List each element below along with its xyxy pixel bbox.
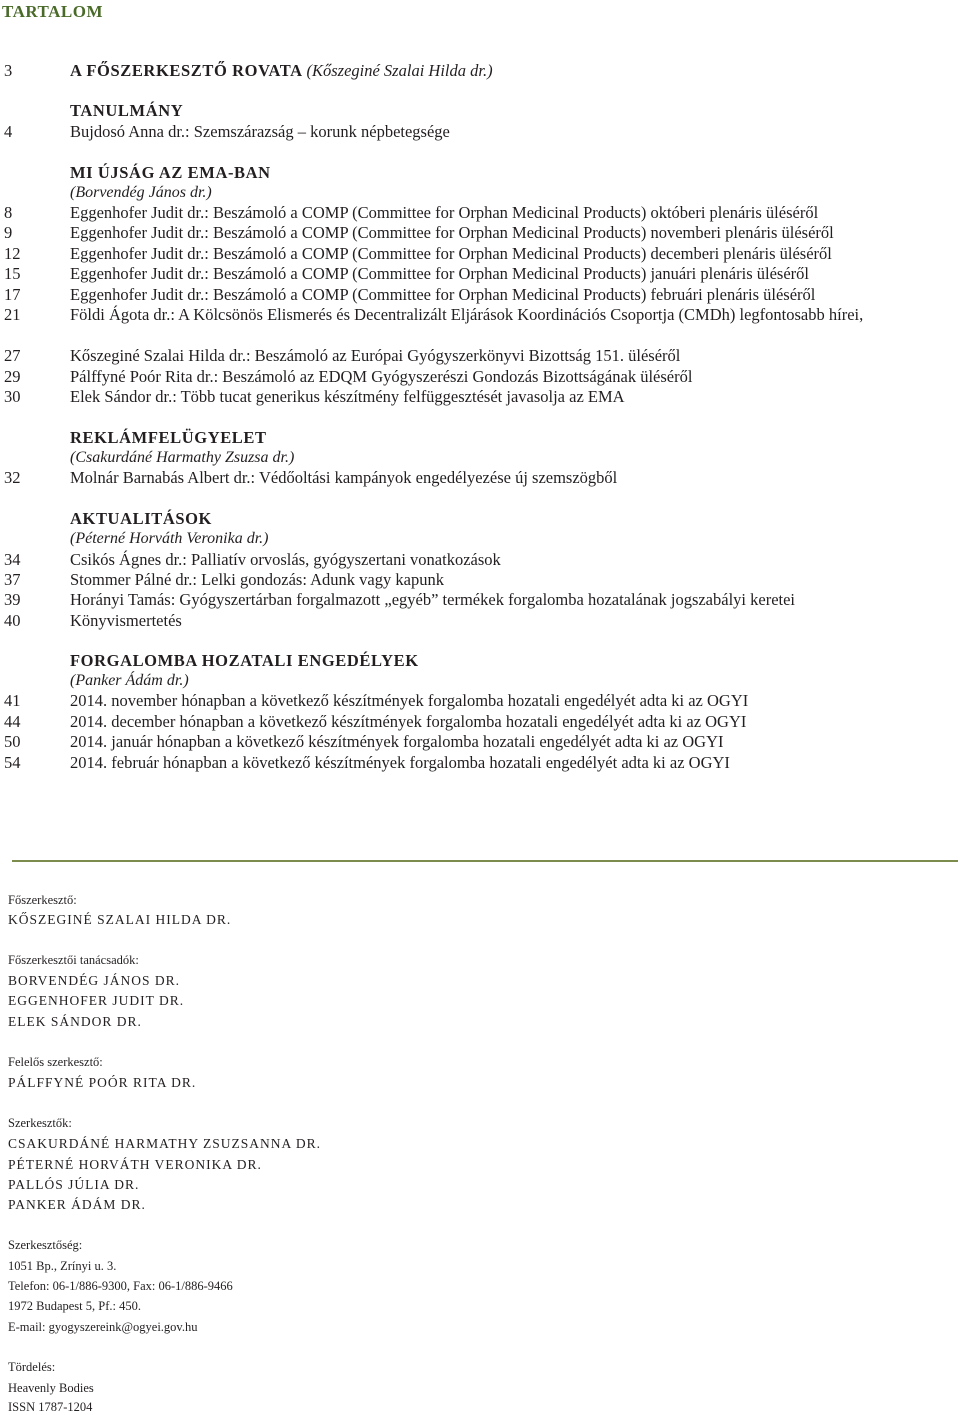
entry-text: Kőszeginé Szalai Hilda dr.: Beszámoló az Európai Gyógyszerkönyvi Bizottság 151. üléséről (70, 346, 681, 365)
section-heading: MI ÚJSÁG AZ EMA-BAN (70, 163, 271, 182)
entry-text: Eggenhofer Judit dr.: Beszámoló a COMP (Committee for Orphan Medicinal Products) januári plenáris üléséről (70, 264, 809, 283)
office-label: Szerkesztőség: (8, 1238, 83, 1252)
advisor-name: EGGENHOFER JUDIT DR. (8, 993, 185, 1008)
page-number: 8 (4, 203, 13, 222)
page-number: 37 (4, 570, 21, 589)
editor-name: PÉTERNÉ HORVÁTH VERONIKA DR. (8, 1157, 262, 1172)
office-address: 1051 Bp., Zrínyi u. 3. (8, 1259, 117, 1273)
entry-text: Eggenhofer Judit dr.: Beszámoló a COMP (Committee for Orphan Medicinal Products) novemberi plenáris üléséről (70, 223, 834, 242)
page-number: 34 (4, 550, 21, 569)
entry-text: Horányi Tamás: Gyógyszertárban forgalmazott „egyéb” termékek forgalomba hozatalának jogszabályi keretei (70, 590, 796, 609)
section-divider (12, 860, 958, 862)
entry-text: Eggenhofer Judit dr.: Beszámoló a COMP (Committee for Orphan Medicinal Products) februári plenáris üléséről (70, 285, 816, 304)
entry-text: Eggenhofer Judit dr.: Beszámoló a COMP (Committee for Orphan Medicinal Products) decemberi plenáris üléséről (70, 244, 832, 263)
page-number: 15 (4, 264, 21, 283)
section-editor: (Borvendég János dr.) (70, 184, 212, 201)
chief-editor-name: KŐSZEGINÉ SZALAI HILDA DR. (8, 912, 232, 927)
page-number: 39 (4, 590, 21, 609)
issn: ISSN 1787-1204 (8, 1400, 93, 1414)
page-number: 54 (4, 753, 21, 772)
responsible-editor-name: PÁLFFYNÉ POÓR RITA DR. (8, 1075, 197, 1090)
section-heading: FORGALOMBA HOZATALI ENGEDÉLYEK (70, 651, 419, 670)
page-number: 4 (4, 122, 13, 141)
page-title: TARTALOM (2, 2, 103, 21)
entry-text: Földi Ágota dr.: A Kölcsönös Elismerés és Decentralizált Eljárások Koordinációs Csoportja (CMDh) legfontosabb hírei, (70, 305, 864, 324)
page-number: 9 (4, 223, 13, 242)
section-editor: (Csakurdáné Harmathy Zsuzsa dr.) (70, 449, 295, 466)
page-number: 50 (4, 732, 21, 751)
page-number: 30 (4, 387, 21, 406)
section-editor: (Panker Ádám dr.) (70, 672, 189, 689)
office-phone: Telefon: 06-1/886-9300, Fax: 06-1/886-9466 (8, 1279, 233, 1293)
advisor-name: BORVENDÉG JÁNOS DR. (8, 973, 181, 988)
page-number: 27 (4, 346, 21, 365)
entry-text: Eggenhofer Judit dr.: Beszámoló a COMP (Committee for Orphan Medicinal Products) októberi plenáris üléséről (70, 203, 819, 222)
entry-text: 2014. november hónapban a következő készítmények forgalomba hozatali engedélyét adta ki az OGYI (70, 691, 749, 710)
entry-text: Csikós Ágnes dr.: Palliatív orvoslás, gyógyszertani vonatkozások (70, 550, 501, 569)
page-number: 12 (4, 244, 21, 263)
editors-label: Szerkesztők: (8, 1116, 72, 1130)
section-heading: REKLÁMFELÜGYELET (70, 428, 267, 447)
editor-name: PALLÓS JÚLIA DR. (8, 1177, 140, 1192)
editor-name: CSAKURDÁNÉ HARMATHY ZSUZSANNA DR. (8, 1136, 322, 1151)
section-editor: (Kőszeginé Szalai Hilda dr.) (306, 61, 493, 80)
office-po-box: 1972 Budapest 5, Pf.: 450. (8, 1299, 141, 1313)
page-number: 29 (4, 367, 21, 386)
layout-by: Heavenly Bodies (8, 1381, 94, 1395)
entry-text: Pálffyné Poór Rita dr.: Beszámoló az EDQM Gyógyszerészi Gondozás Bizottságának üléséről (70, 367, 693, 386)
layout-label: Tördelés: (8, 1360, 56, 1374)
page-number: 3 (4, 61, 13, 80)
responsible-editor-label: Felelős szerkesztő: (8, 1055, 103, 1069)
page-number: 17 (4, 285, 21, 304)
page-number: 40 (4, 611, 21, 630)
office-email: E-mail: gyogyszereink@ogyei.gov.hu (8, 1320, 198, 1334)
editor-name: PANKER ÁDÁM DR. (8, 1197, 146, 1212)
advisor-name: ELEK SÁNDOR DR. (8, 1014, 142, 1029)
section-editor: (Péterné Horváth Veronika dr.) (70, 530, 269, 547)
chief-editor-label: Főszerkesztő: (8, 893, 77, 907)
page-number: 32 (4, 468, 21, 487)
page-number: 21 (4, 305, 21, 324)
page-number: 41 (4, 691, 21, 710)
entry-text: 2014. december hónapban a következő készítmények forgalomba hozatali engedélyét adta ki az OGYI (70, 712, 747, 731)
entry-text: Elek Sándor dr.: Több tucat generikus készítmény felfüggesztését javasolja az EMA (70, 387, 625, 406)
advisors-label: Főszerkesztői tanácsadók: (8, 953, 139, 967)
entry-text: Molnár Barnabás Albert dr.: Védőoltási kampányok engedélyezése új szemszögből (70, 468, 618, 487)
section-heading: TANULMÁNY (70, 101, 184, 120)
page-number: 44 (4, 712, 21, 731)
entry-text: Bujdosó Anna dr.: Szemszárazság – korunk népbetegsége (70, 122, 450, 141)
entry-text: 2014. január hónapban a következő készítmények forgalomba hozatali engedélyét adta ki az OGYI (70, 732, 724, 751)
section-heading: AKTUALITÁSOK (70, 509, 212, 528)
entry-text: Könyvismertetés (70, 611, 182, 630)
entry-text: 2014. február hónapban a következő készítmények forgalomba hozatali engedélyét adta ki az OGYI (70, 753, 730, 772)
section-heading: A FŐSZERKESZTŐ ROVATA (Kőszeginé Szalai Hilda dr.) (70, 61, 493, 80)
entry-text: Stommer Pálné dr.: Lelki gondozás: Adunk vagy kapunk (70, 570, 444, 589)
